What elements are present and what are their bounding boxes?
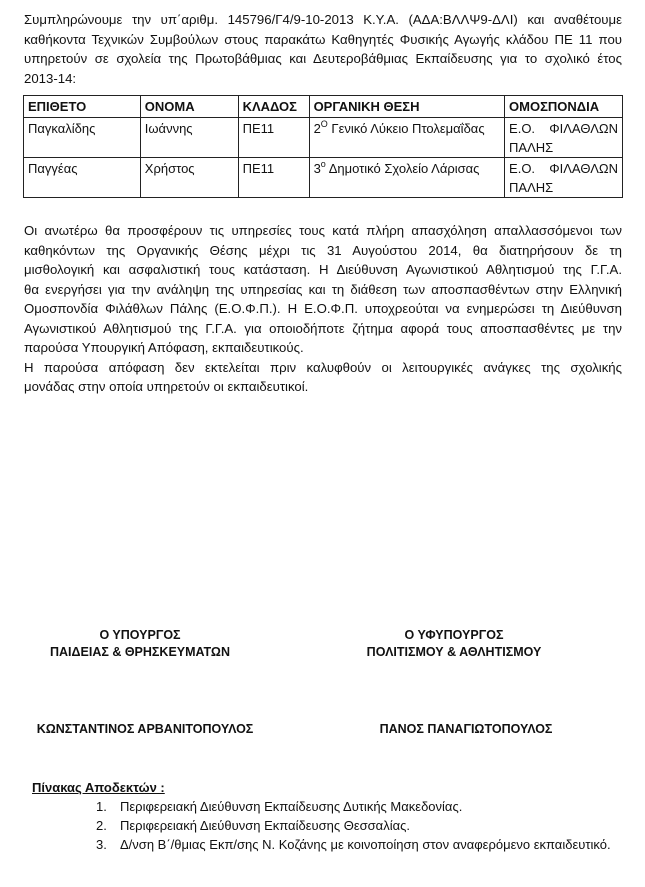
recipients-list (32, 797, 611, 854)
body-line: Αγωνιστικού Αθλητισμού της Γ.Γ.Α. για οποιοδήποτε ζήτημα αφορά τους αποσπασθέντες με την (24, 320, 622, 336)
cell-name: Χρήστος (140, 158, 238, 198)
cell-federation (505, 158, 623, 198)
header-surname: ΕΠΙΘΕΤΟ (24, 96, 141, 118)
federation-word: ΠΑΛΗΣ (509, 140, 554, 155)
cell-branch: ΠΕ11 (238, 158, 309, 198)
table-row (24, 158, 623, 198)
list-text: Δ/νση Β΄/θμιας Εκπ/σης Ν. Κοζάνης με κοινοποίηση στον αναφερόμενο εκπαιδευτικό. (120, 837, 611, 852)
cell-federation (505, 118, 623, 158)
header-name: ΟΝΟΜΑ (140, 96, 238, 118)
staff-table (23, 95, 623, 198)
body-line: παρούσα Υπουργική Απόφαση, εκπαιδευτικούς. (24, 340, 304, 355)
body-line: θα ενεργήσει για την ανάληψη της υπηρεσίας και τη διάθεση των αποσπασθέντων στην Ελληνική (24, 281, 622, 297)
federation-abbr: Ε.Ο. (509, 161, 536, 176)
position-number: 2 (313, 121, 321, 136)
body-line: Ομοσπονδία Φιλάθλων Πάλης (Ε.Ο.Φ.Π.). Η Ε.Ο.Φ.Π. υποχρεούται να ενημερώσει τη Διεύθυνση (24, 301, 622, 316)
intro-paragraph (24, 10, 622, 88)
body-line: μονάδας στην οποία υπηρετούν οι εκπαιδευτικοί. (24, 379, 309, 394)
federation-word: ΦΙΛΑΘΛΩΝ (549, 161, 618, 176)
body-line: μισθολογική και ασφαλιστική τους κατάσταση. Η Διεύθυνση Αγωνιστικού Αθλητισμού της Γ.Γ.Α. (24, 262, 622, 277)
intro-line: καθήκοντα Τεχνικών Συμβούλων στους παρακάτω Καθηγητές Φυσικής Αγωγής κλάδου ΠΕ 11 που (24, 31, 622, 47)
list-number: 2. (96, 818, 107, 833)
signature-left-name: ΚΩΝΣΤΑΝΤΙΝΟΣ ΑΡΒΑΝΙΤΟΠΟΥΛΟΣ (36, 722, 254, 736)
signature-right-title (354, 627, 554, 661)
list-item (96, 835, 611, 854)
body-line: Η παρούσα απόφαση δεν εκτελείται πριν καλυφθούν οι λειτουργικές ανάγκες της σχολικής (24, 359, 622, 375)
table-header-row (24, 96, 623, 118)
signature-ministry: ΠΟΛΙΤΙΣΜΟΥ & ΑΘΛΗΤΙΣΜΟΥ (366, 645, 542, 659)
cell-surname: Παγγέας (24, 158, 141, 198)
header-branch: ΚΛΑΔΟΣ (238, 96, 309, 118)
position-number: 3 (313, 161, 321, 176)
list-item (96, 797, 611, 816)
header-position: ΟΡΓΑΝΙΚΗ ΘΕΣΗ (309, 96, 504, 118)
list-item (96, 816, 611, 835)
list-text: Περιφερειακή Διεύθυνση Εκπαίδευσης Δυτικής Μακεδονίας. (120, 799, 463, 814)
position-text: Γενικό Λύκειο Πτολεμαΐδας (327, 121, 485, 136)
federation-abbr: Ε.Ο. (509, 121, 536, 136)
position-ordinal: ο (320, 159, 326, 169)
recipients-section (32, 778, 611, 854)
cell-position (309, 158, 504, 198)
signature-title: Ο ΥΦΥΠΟΥΡΓΟΣ (404, 628, 504, 642)
signature-right-name: ΠΑΝΟΣ ΠΑΝΑΓΙΩΤΟΠΟΥΛΟΣ (379, 722, 553, 736)
body-line: Οι ανωτέρω θα προσφέρουν τις υπηρεσίες τους κατά πλήρη απασχόληση απαλλασσόμενοι των (24, 223, 622, 238)
cell-name: Ιωάννης (140, 118, 238, 158)
list-number: 3. (96, 837, 107, 852)
intro-line: υπηρετούν σε σχολεία της Πρωτοβάθμιας και Δευτεροβάθμιας Εκπαίδευσης για το σχολικό έτος (24, 51, 622, 66)
body-paragraph (24, 221, 622, 397)
cell-position (309, 118, 504, 158)
table-row (24, 118, 623, 158)
position-ordinal: Ο (320, 119, 328, 129)
list-text: Περιφερειακή Διεύθυνση Εκπαίδευσης Θεσσαλίας. (120, 818, 410, 833)
signature-ministry: ΠΑΙΔΕΙΑΣ & ΘΡΗΣΚΕΥΜΑΤΩΝ (50, 645, 230, 659)
list-number: 1. (96, 799, 107, 814)
header-federation: ΟΜΟΣΠΟΝΔΙΑ (505, 96, 623, 118)
signature-left-title (40, 627, 240, 661)
position-text: Δημοτικό Σχολείο Λάρισας (325, 161, 480, 176)
recipients-title: Πίνακας Αποδεκτών : (32, 780, 165, 795)
body-line: καθηκόντων της Οργανικής Θέσης μέχρι τις 31 Αυγούστου 2014, θα διατηρήσουν δε τη (24, 242, 622, 258)
intro-line: Συμπληρώνουμε την υπ΄αριθμ. 145796/Γ4/9-10-2013 Κ.Υ.Α. (ΑΔΑ:ΒΛΛΨ9-ΔΛΙ) και αναθέτουμε (24, 12, 622, 27)
federation-word: ΠΑΛΗΣ (509, 180, 554, 195)
intro-line: 2013-14: (24, 70, 77, 86)
federation-word: ΦΙΛΑΘΛΩΝ (549, 121, 618, 136)
cell-branch: ΠΕ11 (238, 118, 309, 158)
signature-title: Ο ΥΠΟΥΡΓΟΣ (99, 628, 181, 642)
cell-surname: Παγκαλίδης (24, 118, 141, 158)
